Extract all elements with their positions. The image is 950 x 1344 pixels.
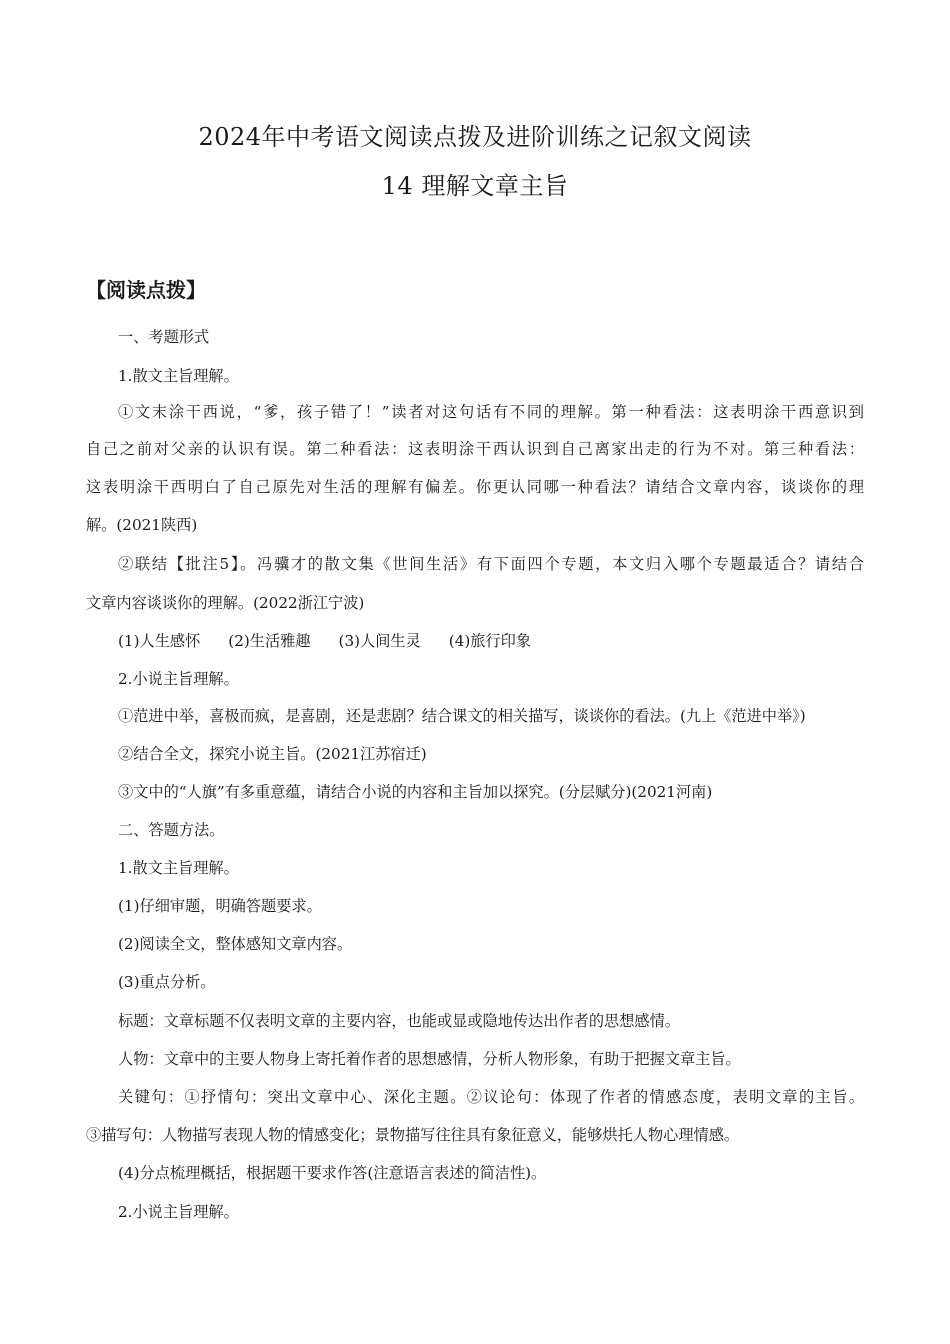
- paragraph-line: ①文末涂干西说，“爹，孩子错了！”读者对这句话有不同的理解。第一种看法：这表明涂干西意识到: [118, 403, 864, 421]
- subheading-prose-theme-method: 1.散文主旨理解。: [118, 859, 239, 877]
- paragraph-line: 标题：文章标题不仅表明文章的主要内容，也能或显或隐地传达出作者的思想感情。: [118, 1012, 680, 1030]
- paragraph-line: 自己之前对父亲的认识有误。第二种看法：这表明涂干西认识到自己离家出走的行为不对。第三种看法：: [86, 440, 864, 458]
- paragraph-line: (1)仔细审题，明确答题要求。: [118, 897, 322, 915]
- paragraph-line: (3)重点分析。: [118, 973, 216, 991]
- paragraph-line: ②联结【批注5】。冯骥才的散文集《世间生活》有下面四个专题，本文归入哪个专题最适合？请结合: [118, 555, 864, 573]
- section-heading: 【阅读点拨】: [86, 278, 206, 302]
- option-item: (1)人生感怀: [118, 632, 201, 650]
- document-subtitle: 14 理解文章主旨: [381, 172, 569, 200]
- document-title: 2024年中考语文阅读点拨及进阶训练之记叙文阅读: [198, 123, 752, 151]
- paragraph-line: 这表明涂干西明白了自己原先对生活的理解有偏差。你更认同哪一种看法？请结合文章内容，谈谈你的理: [86, 478, 864, 496]
- subheading-prose-theme: 1.散文主旨理解。: [118, 367, 239, 385]
- subheading-novel-theme-method: 2.小说主旨理解。: [118, 1203, 239, 1221]
- paragraph-line: 文章内容谈谈你的理解。(2022浙江宁波): [86, 594, 365, 612]
- option-item: (4)旅行印象: [448, 632, 532, 650]
- paragraph-line: ③文中的“人旗”有多重意蕴，请结合小说的内容和主旨加以探究。(分层赋分)(2021河南): [118, 783, 713, 801]
- paragraph-line: ②结合全文，探究小说主旨。(2021江苏宿迁): [118, 745, 427, 763]
- paragraph-line: (2)阅读全文，整体感知文章内容。: [118, 935, 353, 953]
- paragraph-line: ③描写句：人物描写表现人物的情感变化；景物描写往往具有象征意义，能够烘托人物心理情感。: [86, 1126, 740, 1144]
- subheading-novel-theme: 2.小说主旨理解。: [118, 670, 239, 688]
- heading-answer-methods: 二、答题方法。: [118, 821, 225, 839]
- paragraph-line: 关键句：①抒情句：突出文章中心、深化主题。②议论句：体现了作者的情感态度，表明文章的主旨。: [118, 1088, 864, 1106]
- option-list: [118, 630, 678, 651]
- heading-exam-forms: 一、考题形式: [118, 328, 210, 346]
- option-item: (3)人间生灵: [338, 632, 421, 650]
- paragraph-line: (4)分点梳理概括，根据题干要求作答(注意语言表述的简洁性)。: [118, 1164, 547, 1182]
- paragraph-line: 解。(2021陕西): [86, 516, 198, 534]
- paragraph-line: ①范进中举，喜极而疯，是喜剧，还是悲剧？结合课文的相关描写，谈谈你的看法。(九上《范进中举》): [118, 707, 806, 725]
- option-item: (2)生活雅趣: [228, 632, 311, 650]
- paragraph-line: 人物：文章中的主要人物身上寄托着作者的思想感情，分析人物形象，有助于把握文章主旨。: [118, 1050, 741, 1068]
